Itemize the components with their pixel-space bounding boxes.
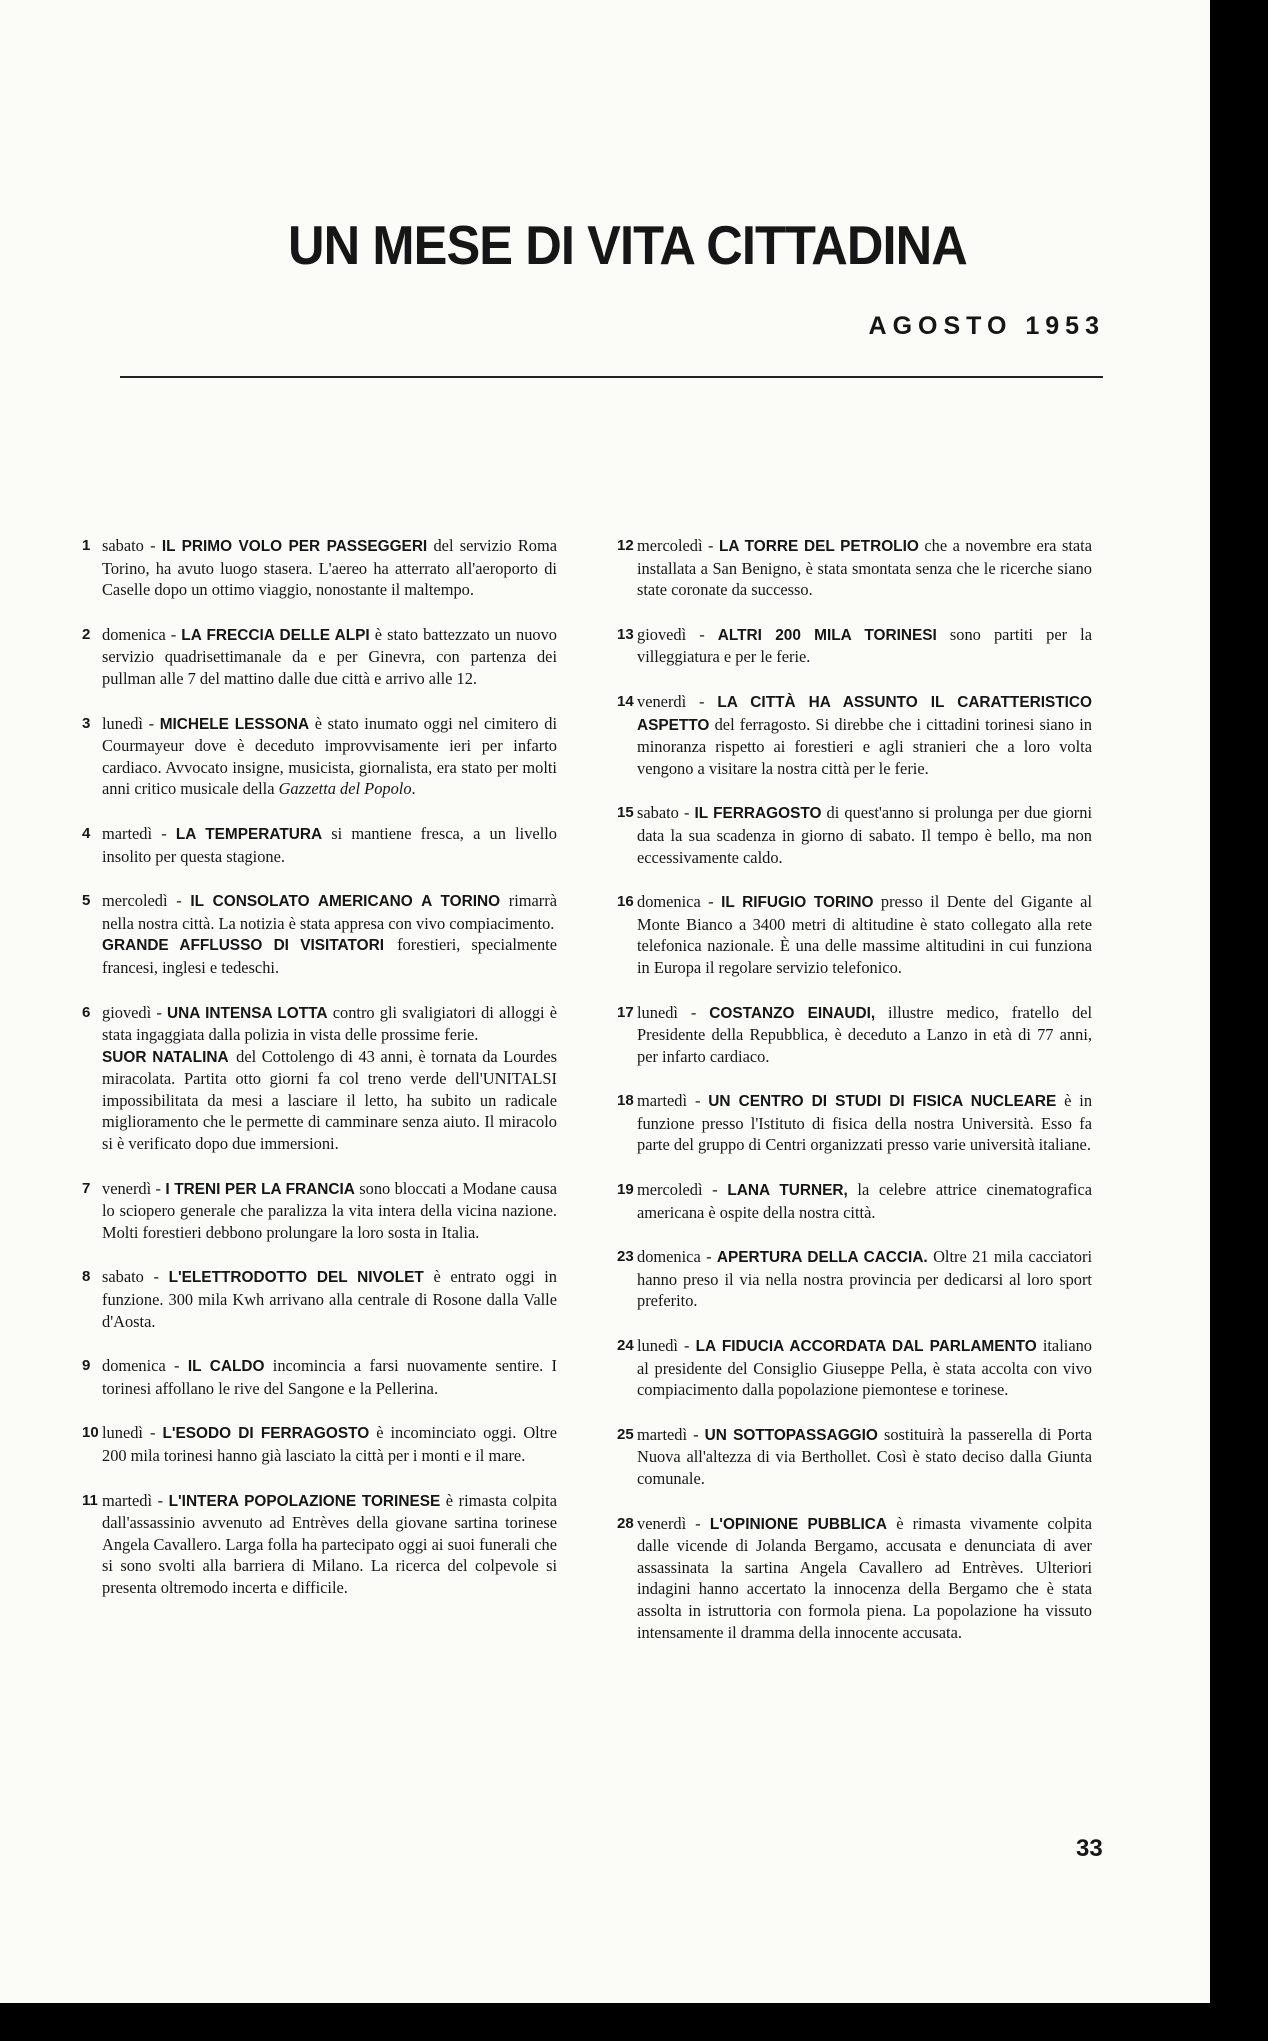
entry-text: presso il Dente del Gigante al Monte Bianco a 3400 metri di altitudine è stato collegato alla rete telefonica nazionale. È una delle massime altitudini in cui funziona in Europa il regolare servizio telefonico. — [637, 892, 1092, 977]
diary-entry — [82, 1266, 557, 1332]
diary-entry — [617, 535, 1092, 601]
entry-day-number: 2 — [82, 625, 91, 643]
entry-day-number: 5 — [82, 892, 91, 910]
entry-headline: ALTRI 200 MILA TORINESI — [717, 626, 937, 644]
entry-body: martedì - L'INTERA POPOLAZIONE TORINESE è rimasta colpita dall'assassinio avvenuto ad Entrèves della giovane sartina torinese Angela Cavallero. Larga folla ha partecipato oggi ai suoi funerali che si sono svolti alla barriera di Milano. La ricerca del colpevole si presenta oltremodo incerta e difficile. — [102, 1490, 557, 1597]
entry-text: Oltre 21 mila cacciatori hanno preso il via nella nostra provincia per dedicarsi al loro sport preferito. — [637, 1247, 1093, 1311]
diary-entry — [82, 890, 557, 978]
diary-entry — [82, 1490, 557, 1599]
entry-headline: I TRENI PER LA FRANCIA — [165, 1180, 355, 1198]
entry-headline: LA TORRE DEL PETROLIO — [719, 538, 919, 555]
entry-body: martedì - LA TEMPERATURA si mantiene fresca, a un livello insolito per questa stagione. — [102, 823, 557, 866]
entry-day-number: 3 — [82, 714, 91, 732]
entry-text: che a novembre era stata installata a San Benigno, è stata smontata senza che le ricerche siano state coronate da successo. — [637, 536, 1093, 600]
diary-entry — [82, 823, 557, 867]
header-rule — [120, 376, 1103, 378]
diary-entry — [617, 1513, 1092, 1644]
entry-weekday: martedì — [637, 1424, 688, 1444]
entry-day-number: 4 — [82, 824, 91, 842]
entry-weekday: venerdì — [637, 691, 687, 711]
entry-day-number: 15 — [617, 804, 634, 822]
diary-entry — [82, 713, 557, 800]
entry-day-number: 25 — [617, 1425, 634, 1443]
entry-body: mercoledì - LANA TURNER, la celebre attrice cinematografica americana è ospite della nostra città. — [637, 1180, 1093, 1222]
entry-text: di quest'anno si prolunga per due giorni data la sua scadenza in giorno di sabato. Il tempo è bello, ma non eccessivamente caldo. — [637, 803, 1092, 867]
entry-body: mercoledì - IL CONSOLATO AMERICANO A TORINO rimarrà nella nostra città. La notizia è stata appresa con vivo compiacimento. GRANDE AFFLUSSO DI VISITATORI forestieri, specialmente francesi, inglesi e tedeschi. — [102, 891, 557, 977]
entry-day-number: 19 — [617, 1181, 634, 1199]
entry-headline: UN CENTRO DI STUDI DI FISICA NUCLEARE — [708, 1093, 1057, 1111]
entry-weekday: lunedì — [637, 1002, 678, 1022]
diary-entry — [617, 1335, 1092, 1401]
diary-entry — [617, 802, 1092, 868]
entry-subtext: forestieri, specialmente francesi, inglesi e tedeschi. — [102, 935, 557, 977]
entry-body: sabato - IL PRIMO VOLO PER PASSEGGERI del servizio Roma Torino, ha avuto luogo stasera. L'aereo ha atterrato all'aeroporto di Caselle dopo un ottimo viaggio, nonostante il maltempo. — [102, 536, 558, 600]
entry-body: martedì - UN CENTRO DI STUDI DI FISICA NUCLEARE è in funzione presso l'Istituto di fisica della nostra Università. Esso fa parte del gruppo di Centri organizzati presso varie università italiane. — [637, 1091, 1093, 1155]
entry-headline: UNA INTENSA LOTTA — [166, 1004, 328, 1022]
entry-weekday: mercoledì — [637, 1180, 703, 1200]
entry-text: sono bloccati a Modane causa lo sciopero generale che paralizza la vita intera della vicina nazione. Molti forestieri debbono prolungare la loro sosta in Italia. — [102, 1178, 557, 1242]
entry-headline: MICHELE LESSONA — [159, 715, 310, 733]
entry-day-number: 6 — [82, 1003, 91, 1021]
entry-text: incomincia a farsi nuovamente sentire. I torinesi affollano le rive del Sangone e la Pellerina. — [102, 1356, 557, 1398]
diary-entry — [617, 691, 1092, 779]
entry-headline: COSTANZO EINAUDI, — [709, 1004, 876, 1022]
entry-day-number: 9 — [82, 1357, 91, 1375]
entry-headline: IL CALDO — [187, 1358, 265, 1376]
entry-body: domenica - LA FRECCIA DELLE ALPI è stato battezzato un nuovo servizio quadrisettimanale da e per Ginevra, con partenza dei pullman alle 7 del mattino dalle due città e arrivo alle 12. — [102, 624, 558, 688]
page-title: UN MESE DI VITA CITTADINA — [288, 214, 967, 276]
entry-subheadline: SUOR NATALINA — [102, 1048, 229, 1066]
entry-headline: LA CITTÀ HA ASSUNTO IL CARATTERISTICO ASPETTO — [637, 693, 1093, 734]
entry-text: italiano al presidente del Consiglio Giuseppe Pella, è stata accolta con vivo compiacimento dalla popolazione piemontese e torinese. — [637, 1336, 1092, 1400]
entry-headline: UN SOTTOPASSAGGIO — [704, 1426, 878, 1444]
entry-weekday: giovedì — [637, 624, 687, 644]
entry-text: è in funzione presso l'Istituto di fisica della nostra Università. Esso fa parte del gruppo di Centri organizzati presso varie università italiane. — [637, 1091, 1093, 1155]
entry-day-number: 12 — [617, 537, 634, 554]
entry-day-number: 24 — [617, 1337, 634, 1355]
diary-entry — [617, 891, 1092, 978]
entry-headline: LA FIDUCIA ACCORDATA DAL PARLAMENTO — [695, 1338, 1037, 1356]
page-subtitle: AGOSTO 1953 — [868, 312, 1105, 340]
entry-day-number: 11 — [82, 1491, 98, 1509]
entry-text: è stato inumato oggi nel cimitero di Courmayeur dove è deceduto improvvisamente ieri per infarto cardiaco. Avvocato insigne, musicista, giornalista, era stato per molti anni critico musicale della Gazzetta del Popolo. — [102, 713, 558, 799]
entry-text: la celebre attrice cinematografica americana è ospite della nostra città. — [637, 1180, 1093, 1222]
entry-body: sabato - L'ELETTRODOTTO DEL NIVOLET è entrato oggi in funzione. 300 mila Kwh arrivano alla centrale di Rosone dalla Valle d'Aosta. — [102, 1267, 557, 1331]
entry-day-number: 18 — [617, 1092, 634, 1110]
entry-day-number: 1 — [82, 537, 91, 554]
right-column — [617, 535, 1092, 1666]
entry-text: è incominciato oggi. Oltre 200 mila torinesi hanno già lasciato la città per i monti e il mare. — [102, 1423, 557, 1465]
entry-weekday: domenica — [102, 1356, 166, 1376]
entry-day-number: 17 — [617, 1003, 634, 1021]
diary-entry — [82, 535, 557, 601]
entry-text: del ferragosto. Si direbbe che i cittadini torinesi siano in minoranza rispetto ai forestieri e agli stranieri che a loro volta vengono a visitare la nostra città per le ferie. — [637, 714, 1092, 778]
diary-entry — [617, 1246, 1092, 1312]
diary-entry — [82, 1355, 557, 1399]
entry-body: domenica - APERTURA DELLA CACCIA. Oltre 21 mila cacciatori hanno preso il via nella nostra provincia per dedicarsi al loro sport preferito. — [637, 1247, 1093, 1311]
entry-weekday: sabato — [102, 1267, 144, 1287]
entry-headline: LA TEMPERATURA — [175, 825, 323, 843]
entry-text: è stato battezzato un nuovo servizio quadrisettimanale da e per Ginevra, con partenza dei pullman alle 7 del mattino dalle due città e arrivo alle 12. — [102, 624, 558, 688]
entry-day-number: 28 — [617, 1514, 634, 1532]
entry-weekday: giovedì — [102, 1002, 152, 1022]
entry-text: è entrato oggi in funzione. 300 mila Kwh arrivano alla centrale di Rosone dalla Valle d'Aosta. — [102, 1267, 557, 1331]
entry-weekday: lunedì — [102, 713, 143, 733]
diary-entry — [617, 1002, 1092, 1068]
entry-body: venerdì - LA CITTÀ HA ASSUNTO IL CARATTERISTICO ASPETTO del ferragosto. Si direbbe che i cittadini torinesi siano in minoranza rispetto ai forestieri e agli stranieri che a loro volta vengono a visitare la nostra città per le ferie. — [637, 691, 1093, 778]
entry-weekday: lunedì — [102, 1423, 143, 1443]
entry-body: lunedì - LA FIDUCIA ACCORDATA DAL PARLAMENTO italiano al presidente del Consiglio Giuseppe Pella, è stata accolta con vivo compiacimento dalla popolazione piemontese e torinese. — [637, 1336, 1092, 1400]
entry-text: sostituirà la passerella di Porta Nuova all'altezza di via Berthollet. Così è stato deciso dalla Giunta comunale. — [637, 1424, 1093, 1488]
entry-day-number: 10 — [82, 1424, 99, 1442]
entry-text: contro gli svaligiatori di alloggi è stata ingaggiata dalla polizia in vista delle prossime ferie. — [102, 1002, 558, 1045]
entry-weekday: martedì — [102, 823, 153, 843]
diary-entry — [617, 1424, 1092, 1490]
entry-headline: IL CONSOLATO AMERICANO A TORINO — [190, 893, 501, 911]
diary-entry — [82, 1422, 557, 1466]
entry-headline: LA FRECCIA DELLE ALPI — [181, 626, 370, 644]
entry-body: venerdì - I TRENI PER LA FRANCIA sono bloccati a Modane causa lo sciopero generale che paralizza la vita intera della vicina nazione. Molti forestieri debbono prolungare la loro sosta in Italia. — [102, 1178, 557, 1242]
entry-text: è rimasta colpita dall'assassinio avvenuto ad Entrèves della giovane sartina torinese Angela Cavallero. Larga folla ha partecipato oggi ai suoi funerali che si sono svolti alla barriera di Milano. La ricerca del colpevole si presenta oltremodo incerta e difficile. — [102, 1490, 557, 1597]
entry-body: domenica - IL RIFUGIO TORINO presso il Dente del Gigante al Monte Bianco a 3400 metri di altitudine è stato collegato alla rete telefonica nazionale. È una delle massime altitudini in cui funziona in Europa il regolare servizio telefonico. — [637, 892, 1092, 977]
entry-headline: IL FERRAGOSTO — [694, 805, 822, 823]
entry-day-number: 7 — [82, 1179, 91, 1197]
entry-day-number: 14 — [617, 692, 634, 710]
entry-text: illustre medico, fratello del Presidente della Repubblica, è deceduto a Lanzo in età di 77 anni, per infarto cardiaco. — [637, 1002, 1092, 1066]
entry-body: martedì - UN SOTTOPASSAGGIO sostituirà la passerella di Porta Nuova all'altezza di via Berthollet. Così è stato deciso dalla Giunta comunale. — [637, 1424, 1093, 1488]
page-number: 33 — [1076, 1835, 1103, 1862]
entry-day-number: 23 — [617, 1248, 634, 1266]
entry-weekday: domenica — [637, 1247, 701, 1267]
entry-subheadline: GRANDE AFFLUSSO DI VISITATORI — [102, 937, 385, 955]
entry-weekday: domenica — [102, 624, 166, 644]
entry-body: lunedì - COSTANZO EINAUDI, illustre medico, fratello del Presidente della Repubblica, è deceduto a Lanzo in età di 77 anni, per infarto cardiaco. — [637, 1002, 1092, 1066]
left-column — [82, 535, 557, 1622]
entry-weekday: mercoledì — [637, 536, 703, 555]
entry-headline: L'ESODO DI FERRAGOSTO — [162, 1425, 370, 1443]
entry-headline: LANA TURNER, — [727, 1182, 848, 1200]
entry-text: rimarrà nella nostra città. La notizia è stata appresa con vivo compiacimento. — [102, 891, 557, 933]
diary-entry — [617, 624, 1092, 668]
entry-headline: L'INTERA POPOLAZIONE TORINESE — [168, 1492, 441, 1510]
entry-body: giovedì - ALTRI 200 MILA TORINESI sono partiti per la villeggiatura e per le ferie. — [637, 624, 1092, 667]
entry-headline: IL PRIMO VOLO PER PASSEGGERI — [161, 538, 428, 555]
entry-weekday: martedì — [637, 1091, 688, 1111]
diary-entry — [617, 1090, 1092, 1156]
entry-body: mercoledì - LA TORRE DEL PETROLIO che a novembre era stata installata a San Benigno, è stata smontata senza che le ricerche siano state coronate da successo. — [637, 536, 1093, 600]
entry-body: lunedì - L'ESODO DI FERRAGOSTO è incominciato oggi. Oltre 200 mila torinesi hanno già lasciato la città per i monti e il mare. — [102, 1423, 557, 1465]
entry-subtext: del Cottolengo di 43 anni, è tornata da Lourdes miracolata. Partita otto giorni fa col treno verde dell'UNITALSI impossibilitata da mesi a lasciare il letto, ha subito un radicale miglioramento che le permette di camminare senza aiuto. Il miracolo si è verificato dopo due immersioni. — [102, 1046, 557, 1154]
entry-weekday: lunedì — [637, 1336, 678, 1356]
entry-text: si mantiene fresca, a un livello insolito per questa stagione. — [102, 823, 557, 866]
entry-weekday: venerdì — [637, 1513, 687, 1533]
diary-entry — [82, 1178, 557, 1244]
entry-headline: L'ELETTRODOTTO DEL NIVOLET — [168, 1269, 424, 1287]
entry-day-number: 8 — [82, 1268, 91, 1286]
entry-headline: L'OPINIONE PUBBLICA — [709, 1515, 888, 1533]
entry-weekday: sabato — [102, 536, 144, 555]
entry-weekday: mercoledì — [102, 891, 168, 911]
entry-body: giovedì - UNA INTENSA LOTTA contro gli svaligiatori di alloggi è stata ingaggiata dalla polizia in vista delle prossime ferie. SUOR NATALINA del Cottolengo di 43 anni, è tornata da Lourdes miracolata. Partita otto giorni fa col treno verde dell'UNITALSI impossibilitata da mesi a lasciare il letto, ha subito un radicale miglioramento che le permette di camminare senza aiuto. Il miracolo si è verificato dopo due immersioni. — [102, 1002, 558, 1154]
entry-body: domenica - IL CALDO incomincia a farsi nuovamente sentire. I torinesi affollano le rive del Sangone e la Pellerina. — [102, 1356, 557, 1398]
entry-text: del servizio Roma Torino, ha avuto luogo stasera. L'aereo ha atterrato all'aeroporto di Caselle dopo un ottimo viaggio, nonostante il maltempo. — [102, 536, 558, 600]
entry-weekday: martedì — [102, 1490, 153, 1510]
entry-weekday: domenica — [637, 892, 701, 912]
entry-day-number: 16 — [617, 893, 634, 911]
diary-entry — [82, 624, 557, 690]
entry-headline: IL RIFUGIO TORINO — [721, 894, 874, 912]
entry-weekday: sabato — [637, 803, 679, 823]
entry-day-number: 13 — [617, 625, 634, 643]
diary-entry — [82, 1002, 557, 1155]
entry-headline: APERTURA DELLA CACCIA. — [716, 1249, 928, 1267]
entry-body: lunedì - MICHELE LESSONA è stato inumato oggi nel cimitero di Courmayeur dove è deceduto improvvisamente ieri per infarto cardiaco. Avvocato insigne, musicista, giornalista, era stato per molti anni critico musicale della Gazzetta del Popolo. — [102, 713, 558, 799]
entry-body: venerdì - L'OPINIONE PUBBLICA è rimasta vivamente colpita dalle vicende di Jolanda Bergamo, accusata e denunciata di aver assassinata la sartina Angela Cavallero ad Entrèves. Ulteriori indagini hanno accertato la innocenza della Bergamo che è stata assolta in istruttoria con formola piena. La popolazione ha vissuto intensamente il dramma della innocente accusata. — [637, 1513, 1092, 1642]
entry-body: sabato - IL FERRAGOSTO di quest'anno si prolunga per due giorni data la sua scadenza in giorno di sabato. Il tempo è bello, ma non eccessivamente caldo. — [637, 803, 1092, 867]
entry-text: è rimasta vivamente colpita dalle vicende di Jolanda Bergamo, accusata e denunciata di aver assassinata la sartina Angela Cavallero ad Entrèves. Ulteriori indagini hanno accertato la innocenza della Bergamo che è stata assolta in istruttoria con formola piena. La popolazione ha vissuto intensamente il dramma della innocente accusata. — [637, 1513, 1092, 1642]
diary-entry — [617, 1179, 1092, 1223]
entry-text: sono partiti per la villeggiatura e per le ferie. — [637, 624, 1092, 667]
entry-weekday: venerdì — [102, 1178, 152, 1198]
